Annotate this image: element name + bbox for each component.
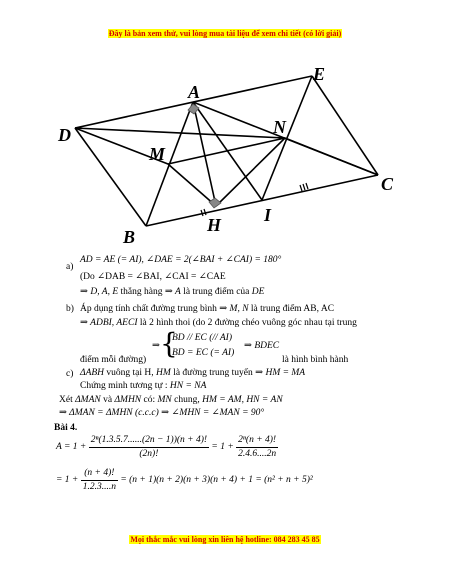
system-brace: { <box>160 327 178 360</box>
label-I: I <box>264 205 272 225</box>
part-a-label: a) <box>66 262 74 272</box>
eq1-fraction-2: $\frac{\text{2ⁿ(n + 4)!}}{2.4.6....2n}$ <box>238 435 277 459</box>
label-B: B <box>123 227 136 247</box>
segment-CB <box>146 175 378 226</box>
label-A: A <box>188 82 201 102</box>
part-c-line2: Chứng minh tương tự : HN = NA <box>80 381 207 391</box>
part-a-line2: (Do ∠DAB = ∠BAI, ∠CAI = ∠CAE <box>80 272 226 282</box>
label-M: M <box>149 144 166 164</box>
eq1-fraction-1: $\frac{\text{2ⁿ(1.3.5.7......(2n − 1))(n + 4)!}}{(2n)!}$ <box>90 435 208 459</box>
segment-MN <box>168 138 285 164</box>
header-banner: Đây là bản xem thử, vui lòng mua tài liệu để xem chi tiết (có lời giải) <box>108 29 342 38</box>
part-b-label: b) <box>66 304 74 314</box>
tick-IC-1 <box>300 185 302 191</box>
label-H: H <box>207 215 222 235</box>
part-a-line3: ⇒ D, A, E thẳng hàng ⇒ A là trung điểm của DE <box>80 287 265 297</box>
segment-BD <box>75 128 146 226</box>
footer-banner: Mọi thắc mắc vui lòng xin liên hệ hotline: 084 283 45 85 <box>130 535 320 544</box>
geometry-figure <box>0 40 450 255</box>
right-angle-H <box>209 198 221 208</box>
segment-NC <box>285 138 378 175</box>
part-c-line3: Xét ΔMAN và ΔMHN có: MN chung, HM = AM, HN = AN <box>59 395 283 405</box>
part-b-line3: điểm mỗi đường) <box>80 355 147 365</box>
label-N: N <box>273 117 286 137</box>
part-a-line1: AD = AE (= AI), ∠DAE = 2(∠BAI + ∠CAI) = 180° <box>80 255 282 265</box>
equation-1: A = 1 + $\frac{\text{2ⁿ(1.3.5.7......(2n − 1))(n + 4)!}}{(2n)!}$ = 1 + $\frac{\text{2ⁿ(n + 4)!}}{2.4.6....2n}$ <box>56 435 277 459</box>
part-c-line1: ΔABH vuông tại H, HM là đường trung tuyến ⇒ HM = MA <box>80 368 306 378</box>
part-c-label: c) <box>66 369 74 379</box>
tick-IC-3 <box>306 183 308 189</box>
part-b-system-1: BD // EC (// AI) <box>172 333 232 343</box>
part-b-result-math: ⇒ BDEC <box>244 341 280 351</box>
part-b-line2: ⇒ ADBI, AECI là 2 hình thoi (do 2 đường chéo vuông góc nhau tại trung <box>80 318 357 328</box>
label-E: E <box>313 64 326 84</box>
part-b-arrow: ⇒ <box>152 341 160 351</box>
part-c-line4: ⇒ ΔMAN = ΔMHN (c.c.c) ⇒ ∠MHN = ∠MAN = 90° <box>59 408 265 418</box>
label-D: D <box>58 125 71 145</box>
eq2-fraction: $\frac{(n + 4)!}{1.2.3....n}$ <box>82 468 116 492</box>
segment-EC <box>312 76 378 175</box>
part-b-result-text: là hình bình hành <box>282 355 349 365</box>
label-C: C <box>381 174 394 194</box>
tick-BH-2 <box>204 209 206 215</box>
part-b-line1: Áp dụng tính chất đường trung bình ⇒ M, N là trung điểm AB, AC <box>80 304 335 314</box>
part-b-system-2: BD = EC (= AI) <box>172 348 235 358</box>
tick-IC-2 <box>303 184 305 190</box>
bai-4-title: Bài 4. <box>54 423 78 433</box>
equation-2: = 1 + $\frac{(n + 4)!}{1.2.3....n}$ = (n + 1)(n + 2)(n + 3)(n + 4) + 1 = (n² + n + 5)² <box>56 468 313 492</box>
